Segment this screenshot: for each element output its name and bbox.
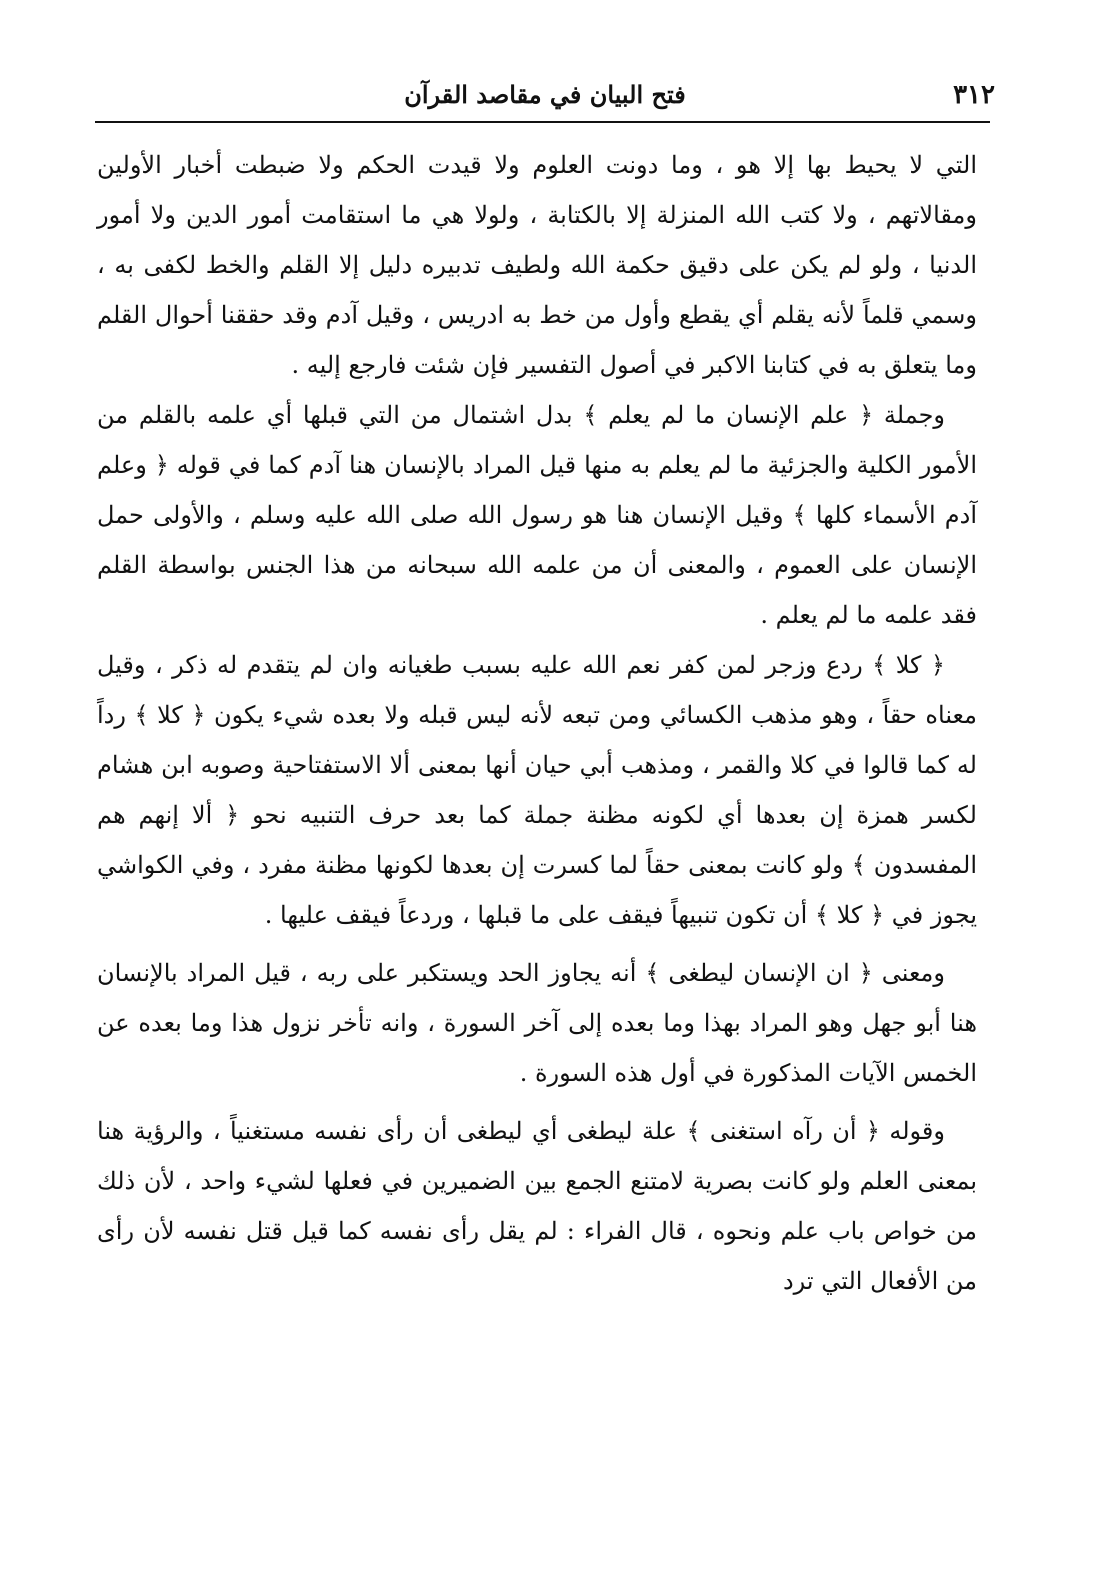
page-number: ٣١٢: [953, 80, 995, 110]
header-rule: [95, 121, 990, 123]
paragraph-4: ومعنى ﴿ ان الإنسان ليطغى ﴾ أنه يجاوز الحد ويستكبر على ربه ، قيل المراد بالإنسان هنا أبو جهل وهو المراد بهذا وما بعده إلى آخر السورة ، وانه تأخر نزول هذا وما بعده عن الخمس الآيات المذكورة في أول هذه السورة .: [97, 959, 977, 1087]
paragraph-2: وجملة ﴿ علم الإنسان ما لم يعلم ﴾ بدل اشتمال من التي قبلها أي علمه بالقلم من الأمور الكلية والجزئية ما لم يعلم به منها قيل المراد بالإنسان هنا آدم كما في قوله ﴿ وعلم آدم الأسماء كلها ﴾ وقيل الإنسان هنا هو رسول الله صلى الله عليه وسلم ، والأولى حمل الإنسان على العموم ، والمعنى أن من علمه الله سبحانه من هذا الجنس بواسطة القلم فقد علمه ما لم يعلم .: [97, 401, 977, 629]
body-text: [97, 140, 977, 1306]
paragraph-5: وقوله ﴿ أن رآه استغنى ﴾ علة ليطغى أي ليطغى أن رأى نفسه مستغنياً ، والرؤية هنا بمعنى العلم ولو كانت بصرية لامتنع الجمع بين الضميرين في فعلها لشيء واحد ، لأن ذلك من خواص باب علم ونحوه ، قال الفراء : لم يقل رأى نفسه كما قيل قتل نفسه لأن رأى من الأفعال التي ترد: [97, 1117, 977, 1295]
paragraph-3: ﴿ كلا ﴾ ردع وزجر لمن كفر نعم الله عليه بسبب طغيانه وان لم يتقدم له ذكر ، وقيل معناه حقاً ، وهو مذهب الكسائي ومن تبعه لأنه ليس قبله ولا بعده شيء يكون ﴿ كلا ﴾ رداً له كما قالوا في كلا والقمر ، ومذهب أبي حيان أنها بمعنى ألا الاستفتاحية وصوبه ابن هشام لكسر همزة إن بعدها أي لكونه مظنة جملة كما بعد حرف التنبيه نحو ﴿ ألا إنهم هم المفسدون ﴾ ولو كانت بمعنى حقاً لما كسرت إن بعدها لكونها مظنة مفرد ، وفي الكواشي يجوز في ﴿ كلا ﴾ أن تكون تنبيهاً فيقف على ما قبلها ، وردعاً فيقف عليها .: [97, 651, 977, 929]
paragraph-1: التي لا يحيط بها إلا هو ، وما دونت العلوم ولا قيدت الحكم ولا ضبطت أخبار الأولين ومقالاتهم ، ولا كتب الله المنزلة إلا بالكتابة ، ولولا هي ما استقامت أمور الدين ولا أمور الدنيا ، ولو لم يكن على دقيق حكمة الله ولطيف تدبيره دليل إلا القلم والخط لكفى به ، وسمي قلماً لأنه يقلم أي يقطع وأول من خط به ادريس ، وقيل آدم وقد حققنا أحوال القلم وما يتعلق به في كتابنا الاكبر في أصول التفسير فإن شئت فارجع إليه .: [97, 151, 977, 379]
page-header: [95, 76, 995, 116]
running-title: فتح البيان في مقاصد القرآن: [404, 80, 686, 109]
